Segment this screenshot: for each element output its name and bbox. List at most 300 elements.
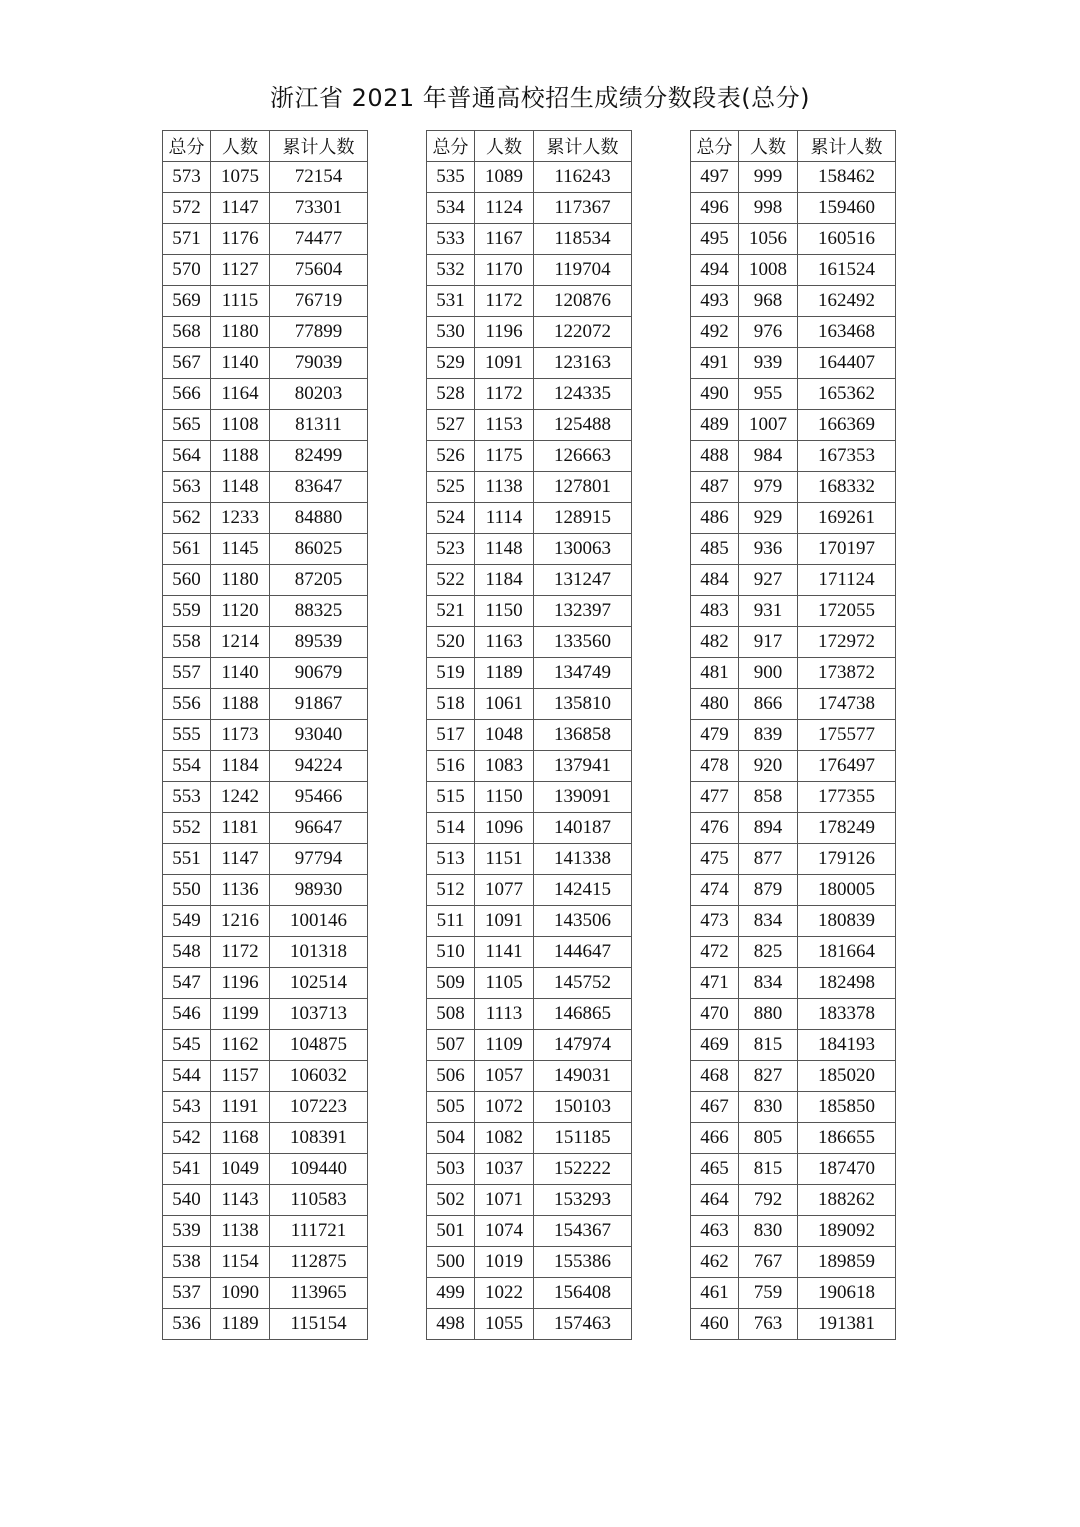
cell-total-score: 534: [427, 193, 475, 224]
cell-total-score: 503: [427, 1154, 475, 1185]
cell-total-score: 556: [163, 689, 211, 720]
table-row: [691, 379, 896, 410]
cell-count: 1114: [475, 503, 534, 534]
cell-total-score: 514: [427, 813, 475, 844]
cell-count: 1154: [211, 1247, 270, 1278]
cell-count: 1184: [475, 565, 534, 596]
cell-count: 1071: [475, 1185, 534, 1216]
cell-count: 1019: [475, 1247, 534, 1278]
cell-cumulative: 180005: [798, 875, 896, 906]
table-row: [163, 441, 368, 472]
cell-count: 1176: [211, 224, 270, 255]
table-row: [163, 906, 368, 937]
cell-cumulative: 180839: [798, 906, 896, 937]
table-row: [163, 286, 368, 317]
table-row: [163, 224, 368, 255]
cell-count: 1007: [739, 410, 798, 441]
table-row: [691, 596, 896, 627]
cell-count: 1196: [475, 317, 534, 348]
cell-total-score: 507: [427, 1030, 475, 1061]
cell-total-score: 548: [163, 937, 211, 968]
cell-cumulative: 177355: [798, 782, 896, 813]
cell-total-score: 518: [427, 689, 475, 720]
table-row: [163, 937, 368, 968]
table-row: [691, 875, 896, 906]
table-row: [691, 1154, 896, 1185]
cell-total-score: 468: [691, 1061, 739, 1092]
cell-total-score: 529: [427, 348, 475, 379]
cell-total-score: 527: [427, 410, 475, 441]
cell-cumulative: 89539: [270, 627, 368, 658]
cell-cumulative: 160516: [798, 224, 896, 255]
cell-count: 1082: [475, 1123, 534, 1154]
cell-count: 999: [739, 162, 798, 193]
table-row: [691, 503, 896, 534]
cell-count: 1191: [211, 1092, 270, 1123]
cell-total-score: 542: [163, 1123, 211, 1154]
cell-count: 931: [739, 596, 798, 627]
table-row: [427, 193, 632, 224]
cell-count: 1037: [475, 1154, 534, 1185]
cell-count: 1147: [211, 844, 270, 875]
table-row: [163, 751, 368, 782]
cell-cumulative: 151185: [534, 1123, 632, 1154]
cell-count: 936: [739, 534, 798, 565]
cell-total-score: 537: [163, 1278, 211, 1309]
cell-total-score: 526: [427, 441, 475, 472]
cell-count: 1172: [211, 937, 270, 968]
cell-count: 1048: [475, 720, 534, 751]
table-row: [691, 844, 896, 875]
cell-cumulative: 80203: [270, 379, 368, 410]
cell-total-score: 470: [691, 999, 739, 1030]
table-row: [427, 658, 632, 689]
cell-total-score: 525: [427, 472, 475, 503]
cell-count: 877: [739, 844, 798, 875]
cell-total-score: 541: [163, 1154, 211, 1185]
cell-total-score: 567: [163, 348, 211, 379]
cell-cumulative: 152222: [534, 1154, 632, 1185]
cell-cumulative: 179126: [798, 844, 896, 875]
table-row: [163, 348, 368, 379]
cell-cumulative: 113965: [270, 1278, 368, 1309]
cell-count: 955: [739, 379, 798, 410]
cell-count: 939: [739, 348, 798, 379]
table-row: [691, 472, 896, 503]
score-table-1: [162, 130, 368, 1340]
cell-total-score: 552: [163, 813, 211, 844]
cell-total-score: 474: [691, 875, 739, 906]
cell-total-score: 570: [163, 255, 211, 286]
cell-total-score: 465: [691, 1154, 739, 1185]
cell-cumulative: 110583: [270, 1185, 368, 1216]
table-row: [427, 379, 632, 410]
table-body: [427, 162, 632, 1340]
cell-count: 1242: [211, 782, 270, 813]
table-row: [427, 1309, 632, 1340]
header-cumulative: 累计人数: [534, 131, 632, 162]
table-row: [163, 193, 368, 224]
table-row: [691, 565, 896, 596]
cell-count: 1151: [475, 844, 534, 875]
cell-count: 1055: [475, 1309, 534, 1340]
header-count: 人数: [475, 131, 534, 162]
cell-count: 1148: [475, 534, 534, 565]
cell-cumulative: 161524: [798, 255, 896, 286]
cell-total-score: 512: [427, 875, 475, 906]
cell-total-score: 461: [691, 1278, 739, 1309]
cell-cumulative: 74477: [270, 224, 368, 255]
cell-total-score: 491: [691, 348, 739, 379]
table-row: [691, 906, 896, 937]
cell-cumulative: 82499: [270, 441, 368, 472]
cell-total-score: 477: [691, 782, 739, 813]
cell-cumulative: 164407: [798, 348, 896, 379]
cell-count: 1140: [211, 658, 270, 689]
cell-count: 1188: [211, 689, 270, 720]
cell-cumulative: 109440: [270, 1154, 368, 1185]
cell-total-score: 573: [163, 162, 211, 193]
cell-cumulative: 130063: [534, 534, 632, 565]
cell-count: 1175: [475, 441, 534, 472]
cell-count: 866: [739, 689, 798, 720]
cell-total-score: 551: [163, 844, 211, 875]
table-row: [691, 1185, 896, 1216]
table-row: [163, 317, 368, 348]
cell-count: 929: [739, 503, 798, 534]
cell-cumulative: 140187: [534, 813, 632, 844]
cell-cumulative: 106032: [270, 1061, 368, 1092]
cell-cumulative: 79039: [270, 348, 368, 379]
cell-cumulative: 175577: [798, 720, 896, 751]
cell-count: 968: [739, 286, 798, 317]
table-row: [691, 999, 896, 1030]
cell-count: 1233: [211, 503, 270, 534]
table-row: [163, 782, 368, 813]
cell-total-score: 546: [163, 999, 211, 1030]
header-row: [163, 131, 368, 162]
cell-count: 1091: [475, 348, 534, 379]
table-row: [691, 658, 896, 689]
cell-cumulative: 73301: [270, 193, 368, 224]
cell-cumulative: 87205: [270, 565, 368, 596]
table-row: [427, 348, 632, 379]
cell-cumulative: 75604: [270, 255, 368, 286]
table-row: [691, 1092, 896, 1123]
cell-count: 1072: [475, 1092, 534, 1123]
cell-total-score: 460: [691, 1309, 739, 1340]
table-row: [427, 813, 632, 844]
cell-total-score: 467: [691, 1092, 739, 1123]
cell-cumulative: 150103: [534, 1092, 632, 1123]
cell-total-score: 528: [427, 379, 475, 410]
cell-count: 1150: [475, 596, 534, 627]
cell-count: 1180: [211, 317, 270, 348]
cell-total-score: 539: [163, 1216, 211, 1247]
cell-total-score: 543: [163, 1092, 211, 1123]
table-row: [691, 255, 896, 286]
table-row: [691, 782, 896, 813]
cell-count: 1153: [475, 410, 534, 441]
cell-count: 1162: [211, 1030, 270, 1061]
cell-count: 1022: [475, 1278, 534, 1309]
cell-total-score: 516: [427, 751, 475, 782]
cell-count: 1140: [211, 348, 270, 379]
cell-total-score: 473: [691, 906, 739, 937]
cell-count: 979: [739, 472, 798, 503]
cell-count: 858: [739, 782, 798, 813]
cell-count: 1172: [475, 379, 534, 410]
cell-total-score: 520: [427, 627, 475, 658]
cell-count: 1096: [475, 813, 534, 844]
cell-total-score: 519: [427, 658, 475, 689]
cell-count: 767: [739, 1247, 798, 1278]
cell-total-score: 538: [163, 1247, 211, 1278]
cell-cumulative: 166369: [798, 410, 896, 441]
cell-count: 1108: [211, 410, 270, 441]
cell-cumulative: 112875: [270, 1247, 368, 1278]
cell-cumulative: 185020: [798, 1061, 896, 1092]
table-row: [691, 162, 896, 193]
cell-total-score: 497: [691, 162, 739, 193]
cell-cumulative: 118534: [534, 224, 632, 255]
cell-cumulative: 144647: [534, 937, 632, 968]
cell-cumulative: 132397: [534, 596, 632, 627]
cell-cumulative: 167353: [798, 441, 896, 472]
cell-count: 998: [739, 193, 798, 224]
cell-count: 1113: [475, 999, 534, 1030]
cell-count: 1091: [475, 906, 534, 937]
cell-cumulative: 107223: [270, 1092, 368, 1123]
table-row: [427, 720, 632, 751]
table-row: [427, 1216, 632, 1247]
cell-total-score: 561: [163, 534, 211, 565]
cell-cumulative: 149031: [534, 1061, 632, 1092]
table-row: [163, 1278, 368, 1309]
cell-cumulative: 83647: [270, 472, 368, 503]
cell-count: 1127: [211, 255, 270, 286]
table-row: [427, 1061, 632, 1092]
cell-cumulative: 182498: [798, 968, 896, 999]
cell-cumulative: 172055: [798, 596, 896, 627]
table-row: [427, 906, 632, 937]
cell-count: 1199: [211, 999, 270, 1030]
cell-total-score: 568: [163, 317, 211, 348]
cell-count: 917: [739, 627, 798, 658]
header-cumulative: 累计人数: [798, 131, 896, 162]
header-row: [691, 131, 896, 162]
table-row: [163, 1061, 368, 1092]
table-row: [427, 534, 632, 565]
cell-cumulative: 111721: [270, 1216, 368, 1247]
cell-cumulative: 158462: [798, 162, 896, 193]
cell-cumulative: 183378: [798, 999, 896, 1030]
cell-cumulative: 128915: [534, 503, 632, 534]
cell-count: 984: [739, 441, 798, 472]
cell-cumulative: 101318: [270, 937, 368, 968]
table-row: [427, 627, 632, 658]
cell-count: 834: [739, 906, 798, 937]
cell-total-score: 513: [427, 844, 475, 875]
cell-total-score: 536: [163, 1309, 211, 1340]
cell-total-score: 522: [427, 565, 475, 596]
table-row: [163, 689, 368, 720]
table-row: [163, 720, 368, 751]
cell-total-score: 558: [163, 627, 211, 658]
cell-total-score: 463: [691, 1216, 739, 1247]
table-row: [691, 317, 896, 348]
header-count: 人数: [739, 131, 798, 162]
cell-count: 1147: [211, 193, 270, 224]
cell-count: 1057: [475, 1061, 534, 1092]
cell-total-score: 462: [691, 1247, 739, 1278]
cell-count: 1061: [475, 689, 534, 720]
cell-count: 839: [739, 720, 798, 751]
table-row: [163, 1185, 368, 1216]
cell-cumulative: 100146: [270, 906, 368, 937]
cell-count: 1090: [211, 1278, 270, 1309]
cell-cumulative: 122072: [534, 317, 632, 348]
table-row: [163, 1123, 368, 1154]
table-row: [691, 1123, 896, 1154]
table-row: [691, 751, 896, 782]
cell-count: 759: [739, 1278, 798, 1309]
table-row: [691, 441, 896, 472]
table-row: [691, 689, 896, 720]
cell-total-score: 530: [427, 317, 475, 348]
cell-total-score: 502: [427, 1185, 475, 1216]
table-row: [427, 751, 632, 782]
table-row: [427, 999, 632, 1030]
cell-cumulative: 81311: [270, 410, 368, 441]
cell-total-score: 560: [163, 565, 211, 596]
cell-count: 805: [739, 1123, 798, 1154]
cell-count: 1168: [211, 1123, 270, 1154]
cell-total-score: 521: [427, 596, 475, 627]
table-row: [427, 937, 632, 968]
cell-count: 1138: [475, 472, 534, 503]
cell-cumulative: 134749: [534, 658, 632, 689]
cell-total-score: 501: [427, 1216, 475, 1247]
table-row: [163, 565, 368, 596]
table-row: [427, 1185, 632, 1216]
cell-count: 827: [739, 1061, 798, 1092]
table-row: [163, 999, 368, 1030]
cell-count: 976: [739, 317, 798, 348]
cell-cumulative: 136858: [534, 720, 632, 751]
cell-total-score: 562: [163, 503, 211, 534]
cell-total-score: 464: [691, 1185, 739, 1216]
cell-total-score: 484: [691, 565, 739, 596]
cell-count: 1150: [475, 782, 534, 813]
cell-cumulative: 184193: [798, 1030, 896, 1061]
cell-total-score: 532: [427, 255, 475, 286]
table-row: [427, 689, 632, 720]
cell-total-score: 472: [691, 937, 739, 968]
table-row: [691, 937, 896, 968]
cell-total-score: 505: [427, 1092, 475, 1123]
cell-count: 1141: [475, 937, 534, 968]
cell-cumulative: 103713: [270, 999, 368, 1030]
cell-total-score: 476: [691, 813, 739, 844]
cell-cumulative: 108391: [270, 1123, 368, 1154]
cell-cumulative: 157463: [534, 1309, 632, 1340]
cell-cumulative: 191381: [798, 1309, 896, 1340]
cell-count: 1124: [475, 193, 534, 224]
cell-cumulative: 131247: [534, 565, 632, 596]
cell-total-score: 506: [427, 1061, 475, 1092]
cell-cumulative: 146865: [534, 999, 632, 1030]
cell-count: 1075: [211, 162, 270, 193]
table-row: [427, 1123, 632, 1154]
cell-cumulative: 170197: [798, 534, 896, 565]
cell-total-score: 549: [163, 906, 211, 937]
table-row: [163, 1030, 368, 1061]
cell-cumulative: 72154: [270, 162, 368, 193]
table-row: [163, 1216, 368, 1247]
table-row: [427, 317, 632, 348]
table-body: [691, 162, 896, 1340]
table-row: [163, 503, 368, 534]
cell-total-score: 478: [691, 751, 739, 782]
cell-total-score: 572: [163, 193, 211, 224]
cell-cumulative: 165362: [798, 379, 896, 410]
cell-count: 1074: [475, 1216, 534, 1247]
table-row: [427, 224, 632, 255]
cell-total-score: 495: [691, 224, 739, 255]
cell-total-score: 485: [691, 534, 739, 565]
table-row: [427, 1278, 632, 1309]
cell-total-score: 553: [163, 782, 211, 813]
cell-cumulative: 186655: [798, 1123, 896, 1154]
header-cumulative: 累计人数: [270, 131, 368, 162]
cell-count: 1167: [475, 224, 534, 255]
cell-count: 1138: [211, 1216, 270, 1247]
table-row: [163, 627, 368, 658]
cell-count: 927: [739, 565, 798, 596]
header-total-score: 总分: [427, 131, 475, 162]
cell-count: 1163: [475, 627, 534, 658]
cell-cumulative: 168332: [798, 472, 896, 503]
cell-cumulative: 145752: [534, 968, 632, 999]
table-row: [163, 875, 368, 906]
table-row: [691, 224, 896, 255]
cell-cumulative: 102514: [270, 968, 368, 999]
table-row: [427, 1154, 632, 1185]
cell-cumulative: 176497: [798, 751, 896, 782]
table-row: [691, 286, 896, 317]
cell-total-score: 564: [163, 441, 211, 472]
cell-cumulative: 181664: [798, 937, 896, 968]
cell-cumulative: 124335: [534, 379, 632, 410]
cell-total-score: 466: [691, 1123, 739, 1154]
cell-total-score: 487: [691, 472, 739, 503]
cell-count: 1188: [211, 441, 270, 472]
cell-total-score: 498: [427, 1309, 475, 1340]
cell-cumulative: 154367: [534, 1216, 632, 1247]
cell-count: 815: [739, 1154, 798, 1185]
cell-count: 1180: [211, 565, 270, 596]
cell-cumulative: 127801: [534, 472, 632, 503]
cell-total-score: 489: [691, 410, 739, 441]
cell-count: 815: [739, 1030, 798, 1061]
cell-count: 879: [739, 875, 798, 906]
cell-total-score: 486: [691, 503, 739, 534]
cell-count: 834: [739, 968, 798, 999]
cell-count: 1170: [475, 255, 534, 286]
cell-total-score: 483: [691, 596, 739, 627]
table-row: [427, 875, 632, 906]
